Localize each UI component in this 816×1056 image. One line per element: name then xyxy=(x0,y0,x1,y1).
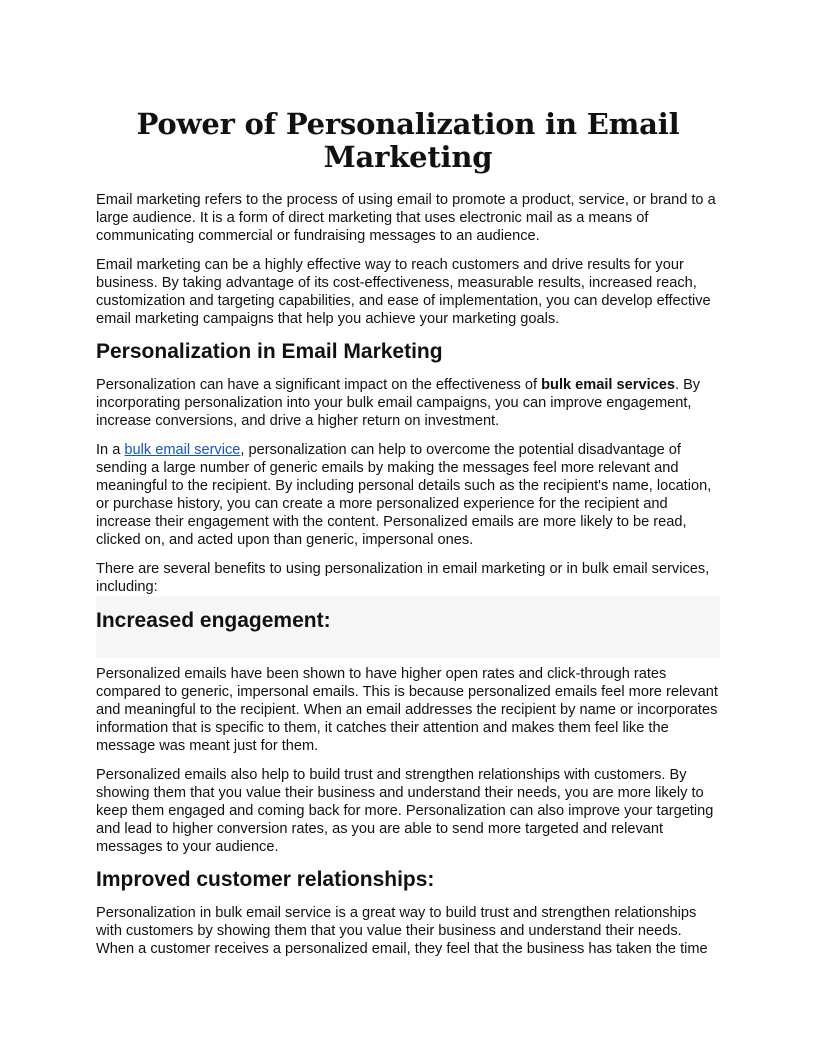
intro-paragraph-2: Email marketing can be a highly effective way to reach customers and drive results for your business. By taking advantage of its cost-effectiveness, measurable results, increased reach, customization and targeting capabilities, and ease of implementation, you can develop effective email marketing campaigns that help you achieve your marketing goals. xyxy=(96,257,711,327)
page-title: Power of Personalization in Email Marketing xyxy=(136,107,680,174)
bulk-email-services-bold: bulk email services xyxy=(541,377,675,393)
document-page xyxy=(96,108,720,969)
bulk-email-service-link[interactable]: bulk email service xyxy=(124,442,241,458)
section3-paragraph-1: Personalization in bulk email service is a great way to build trust and strengthen relationships with customers by showing them that you value their business and understand their needs. When a customer receives a personalized email, they feel that the business has taken the time xyxy=(96,905,708,957)
section1-paragraph-1 xyxy=(96,376,720,430)
section2-paragraph-1: Personalized emails have been shown to have higher open rates and click-through rates compared to generic, impersonal emails. This is because personalized emails feel more relevant and meaningful to the recipient. When an email addresses the recipient by name or incorporates information that is specific to them, it catches their attention and makes them feel like the message was meant just for them. xyxy=(96,666,718,754)
highlighted-heading-band xyxy=(96,596,720,658)
section1-p2-text-after: , personalization can help to overcome the potential disadvantage of sending a large number of generic emails by making the messages feel more relevant and meaningful to the recipient. By including personal details such as the recipient's name, location, or purchase history, you can create a more personalized experience for the recipient and increase their engagement with the content. Personalized emails are more likely to be read, clicked on, and acted upon than generic, impersonal ones. xyxy=(96,442,712,548)
intro-paragraph-1: Email marketing refers to the process of using email to promote a product, service, or brand to a large audience. It is a form of direct marketing that uses electronic mail as a means of communicating commercial or fundraising messages to an audience. xyxy=(96,192,716,244)
section1-paragraph-2 xyxy=(96,441,720,549)
section1-p1-text-before: Personalization can have a significant impact on the effectiveness of xyxy=(96,377,542,393)
section2-paragraph-2: Personalized emails also help to build trust and strengthen relationships with customers. By showing them that you value their business and understand their needs, you are more likely to keep them engaged and coming back for more. Personalization can also improve your targeting and lead to higher conversion rates, as you are able to send more targeted and relevant messages to your audience. xyxy=(96,767,714,855)
section-heading-increased-engagement: Increased engagement: xyxy=(96,609,331,632)
section1-p1-text-after: . By incorporating personalization into your bulk email campaigns, you can improve engagement, increase conversions, and drive a higher return on investment. xyxy=(96,377,701,429)
section-heading-improved-relationships: Improved customer relationships: xyxy=(96,868,435,891)
section1-p2-text-before: In a xyxy=(96,442,125,458)
section1-paragraph-3: There are several benefits to using personalization in email marketing or in bulk email services, including: xyxy=(96,561,710,595)
section-heading-personalization: Personalization in Email Marketing xyxy=(96,340,443,363)
